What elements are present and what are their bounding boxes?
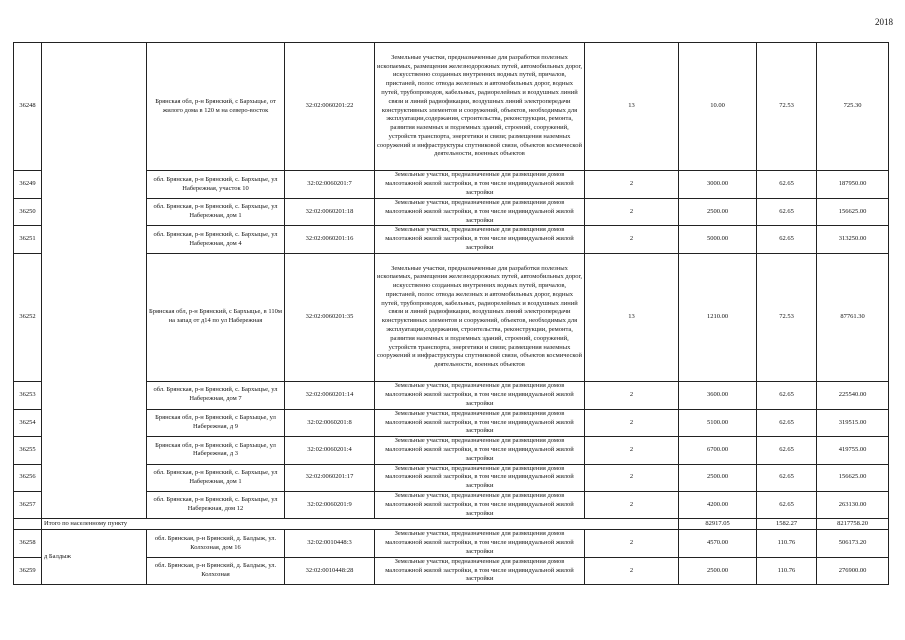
address-cell: обл. Брянская, р-н Брянский, с. Бархыцье, ул Набережная, участок 10 xyxy=(147,171,285,199)
value-cell: 225540.00 xyxy=(817,381,889,409)
area-cell: 5000.00 xyxy=(679,226,757,253)
category-cell: 2 xyxy=(585,437,679,464)
land-use-cell: Земельные участки, предназначенные для размещения домов малоэтажной жилой застройки, в том числе индивидуальной жилой застройки xyxy=(375,437,585,464)
rate-cell: 62.65 xyxy=(757,226,817,253)
rate-cell: 62.65 xyxy=(757,491,817,518)
address-cell: обл. Брянская, р-н Брянский, с. Бархыцье, ул Набережная, дом 4 xyxy=(147,226,285,253)
category-cell: 2 xyxy=(585,557,679,584)
cadastral-number-cell: 32:02:0060201:4 xyxy=(285,437,375,464)
subtotal-value: 8217758.20 xyxy=(817,519,889,530)
value-cell: 506173.20 xyxy=(817,530,889,557)
row-number: 36253 xyxy=(14,381,42,409)
value-cell: 313250.00 xyxy=(817,226,889,253)
settlement-label: д Балдыж xyxy=(42,530,147,585)
value-cell: 319515.00 xyxy=(817,409,889,436)
value-cell: 156625.00 xyxy=(817,464,889,491)
cadastral-number-cell: 32:02:0060201:16 xyxy=(285,226,375,253)
value-cell: 263130.00 xyxy=(817,491,889,518)
area-cell: 2500.00 xyxy=(679,557,757,584)
value-cell: 187950.00 xyxy=(817,171,889,199)
row-number: 36257 xyxy=(14,491,42,518)
category-cell: 2 xyxy=(585,491,679,518)
subtotal-row xyxy=(14,519,889,530)
cadastral-number-cell: 32:02:0060201:18 xyxy=(285,199,375,226)
category-cell: 2 xyxy=(585,226,679,253)
row-number: 36259 xyxy=(14,557,42,584)
rate-cell: 62.65 xyxy=(757,171,817,199)
category-cell: 2 xyxy=(585,381,679,409)
land-use-cell: Земельные участки, предназначенные для размещения домов малоэтажной жилой застройки, в том числе индивидуальной жилой застройки xyxy=(375,226,585,253)
category-cell: 2 xyxy=(585,530,679,557)
rate-cell: 62.65 xyxy=(757,381,817,409)
address-cell: Брянская обл, р-н Брянский, с Бархыцье, в 110м на запад от д14 по ул Набережная xyxy=(147,253,285,381)
land-use-cell: Земельные участки, предназначенные для размещения домов малоэтажной жилой застройки, в том числе индивидуальной жилой застройки xyxy=(375,464,585,491)
land-use-cell: Земельные участки, предназначенные для размещения домов малоэтажной жилой застройки, в том числе индивидуальной жилой застройки xyxy=(375,381,585,409)
rate-cell: 62.65 xyxy=(757,409,817,436)
address-cell: обл. Брянская, р-н Брянский, с. Бархыцье, ул Набережная, дом 7 xyxy=(147,381,285,409)
address-cell: обл. Брянская, р-н Брянский, с. Бархыцье, ул Набережная, дом 1 xyxy=(147,199,285,226)
cadastral-number-cell: 32:02:0060201:8 xyxy=(285,409,375,436)
area-cell: 4200.00 xyxy=(679,491,757,518)
cadastral-number-cell: 32:02:0060201:22 xyxy=(285,43,375,171)
subtotal-empty-cell xyxy=(14,519,42,530)
row-number: 36255 xyxy=(14,437,42,464)
cadastral-value-table xyxy=(13,42,889,585)
subtotal-rate: 1582.27 xyxy=(757,519,817,530)
row-number: 36249 xyxy=(14,171,42,199)
value-cell: 276900.00 xyxy=(817,557,889,584)
rate-cell: 72.53 xyxy=(757,43,817,171)
page-number: 2018 xyxy=(875,17,893,27)
row-number: 36250 xyxy=(14,199,42,226)
cadastral-number-cell: 32:02:0060201:17 xyxy=(285,464,375,491)
rate-cell: 62.65 xyxy=(757,464,817,491)
address-cell: Брянская обл, р-н Брянский, с Бархыцье, ул Набережная, д 3 xyxy=(147,437,285,464)
row-number: 36256 xyxy=(14,464,42,491)
land-use-cell: Земельные участки, предназначенные для размещения домов малоэтажной жилой застройки, в том числе индивидуальной жилой застройки xyxy=(375,530,585,557)
area-cell: 3000.00 xyxy=(679,171,757,199)
subtotal-area: 82917.05 xyxy=(679,519,757,530)
area-cell: 4570.00 xyxy=(679,530,757,557)
category-cell: 13 xyxy=(585,43,679,171)
rate-cell: 62.65 xyxy=(757,199,817,226)
rate-cell: 72.53 xyxy=(757,253,817,381)
land-use-cell: Земельные участки, предназначенные для размещения домов малоэтажной жилой застройки, в том числе индивидуальной жилой застройки xyxy=(375,171,585,199)
land-use-cell: Земельные участки, предназначенные для разработки полезных ископаемых, размещения железнодорожных путей, автомобильных дорог, искусственно созданных внутренних водных путей, причалов, пристаней, полос отвода железных и автомобильных дорог, водных путей, трубопроводов, кабельных, радиорелейных и воздушных линий связи и линий радиофикации, воздушных линий электропередачи конструктивных элементов и сооружений, объектов, необходимых для эксплуатации,содержания, строительства, реконструкции, ремонта, развития наземных и подземных зданий, строений, сооружений, устройств транспорта, энергетики и связи; размещения наземных сооружений и инфраструктуры спутниковой связи, объектов космической деятельности, военных объектов xyxy=(375,43,585,171)
address-cell: обл. Брянская, р-н Брянский, д. Балдыж, ул. Колхозная, дом 16 xyxy=(147,530,285,557)
category-cell: 2 xyxy=(585,199,679,226)
row-number: 36254 xyxy=(14,409,42,436)
area-cell: 6700.00 xyxy=(679,437,757,464)
address-cell: обл. Брянская, р-н Брянский, с. Бархыцье, ул Набережная, дом 12 xyxy=(147,491,285,518)
address-cell: Брянская обл, р-н Брянский, с Бархыцье, от жилого дома в 120 м на северо-восток xyxy=(147,43,285,171)
cadastral-number-cell: 32:02:0060201:9 xyxy=(285,491,375,518)
area-cell: 1210.00 xyxy=(679,253,757,381)
area-cell: 10.00 xyxy=(679,43,757,171)
area-cell: 2500.00 xyxy=(679,464,757,491)
land-use-cell: Земельные участки, предназначенные для размещения домов малоэтажной жилой застройки, в том числе индивидуальной жилой застройки xyxy=(375,199,585,226)
land-use-cell: Земельные участки, предназначенные для разработки полезных ископаемых, размещения железнодорожных путей, автомобильных дорог, искусственно созданных внутренних водных путей, причалов, пристаней, полос отвода железных и автомобильных дорог, водных путей, трубопроводов, кабельных, радиорелейных и воздушных линий связи и линий радиофикации, воздушных линий электропередачи конструктивных элементов и сооружений, объектов, необходимых для эксплуатации,содержания, строительства, реконструкции, ремонта, развития наземных и подземных зданий, строений, сооружений, устройств транспорта, энергетики и связи; размещения наземных сооружений и инфраструктуры спутниковой связи, объектов космической деятельности, военных объектов xyxy=(375,253,585,381)
area-cell: 3600.00 xyxy=(679,381,757,409)
cadastral-number-cell: 32:02:0010448:28 xyxy=(285,557,375,584)
category-cell: 13 xyxy=(585,253,679,381)
land-use-cell: Земельные участки, предназначенные для размещения домов малоэтажной жилой застройки, в том числе индивидуальной жилой застройки xyxy=(375,409,585,436)
value-cell: 87761.30 xyxy=(817,253,889,381)
rate-cell: 62.65 xyxy=(757,437,817,464)
cadastral-number-cell: 32:02:0060201:7 xyxy=(285,171,375,199)
cadastral-number-cell: 32:02:0010448:3 xyxy=(285,530,375,557)
empty-settlement-cell xyxy=(42,43,147,519)
rate-cell: 110.76 xyxy=(757,530,817,557)
area-cell: 5100.00 xyxy=(679,409,757,436)
address-cell: обл. Брянская, р-н Брянский, д. Балдыж, ул. Колхозная xyxy=(147,557,285,584)
cadastral-number-cell: 32:02:0060201:14 xyxy=(285,381,375,409)
category-cell: 2 xyxy=(585,171,679,199)
land-use-cell: Земельные участки, предназначенные для размещения домов малоэтажной жилой застройки, в том числе индивидуальной жилой застройки xyxy=(375,557,585,584)
land-use-cell: Земельные участки, предназначенные для размещения домов малоэтажной жилой застройки, в том числе индивидуальной жилой застройки xyxy=(375,491,585,518)
address-cell: Брянская обл, р-н Брянский, с Бархыцье, ул Набережная, д 9 xyxy=(147,409,285,436)
row-number: 36258 xyxy=(14,530,42,557)
value-cell: 156625.00 xyxy=(817,199,889,226)
value-cell: 725.30 xyxy=(817,43,889,171)
table-row xyxy=(14,43,889,171)
category-cell: 2 xyxy=(585,464,679,491)
area-cell: 2500.00 xyxy=(679,199,757,226)
table-row xyxy=(14,530,889,557)
value-cell: 419755.00 xyxy=(817,437,889,464)
cadastral-number-cell: 32:02:0060201:35 xyxy=(285,253,375,381)
category-cell: 2 xyxy=(585,409,679,436)
address-cell: обл. Брянская, р-н Брянский, с. Бархыцье, ул Набережная, дом 1 xyxy=(147,464,285,491)
row-number: 36252 xyxy=(14,253,42,381)
subtotal-label: Итого по населенному пункту xyxy=(42,519,679,530)
row-number: 36248 xyxy=(14,43,42,171)
row-number: 36251 xyxy=(14,226,42,253)
rate-cell: 110.76 xyxy=(757,557,817,584)
